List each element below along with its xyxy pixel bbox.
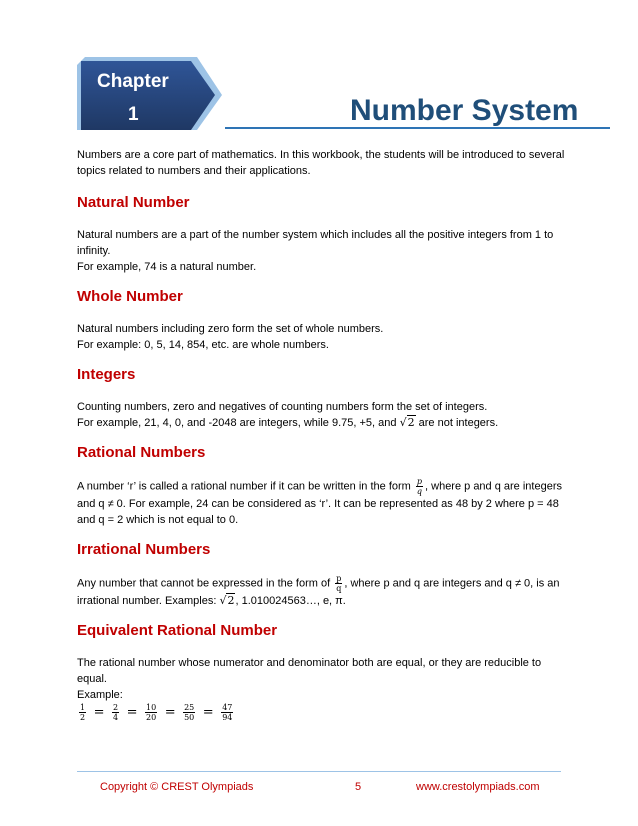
irrational-examples-tail: , 1.010024563…, e, π.	[235, 595, 346, 607]
fraction-numerator: p	[336, 574, 342, 583]
heading-equivalent-rational-number: Equivalent Rational Number	[77, 622, 278, 639]
irrational-examples-text: irrational number. Examples:	[77, 595, 217, 607]
fraction-p-over-q	[335, 574, 342, 593]
rational-definition	[77, 477, 567, 496]
integers-example	[77, 415, 567, 431]
equivalent-definition: The rational number whose numerator and denominator both are equal, or they are reducible to equal.	[77, 657, 542, 685]
fraction	[221, 703, 233, 722]
footer-divider	[77, 771, 561, 772]
fraction-denominator: 2	[80, 713, 86, 722]
equals-sign: =	[164, 704, 176, 720]
fraction-numerator: 25	[184, 703, 195, 712]
integers-example-tail: are not integers.	[418, 417, 499, 429]
fraction-denominator: q	[416, 487, 423, 496]
equals-sign: =	[202, 704, 214, 720]
fraction-denominator: q	[336, 584, 342, 593]
chapter-number: 1	[128, 104, 139, 125]
irrational-definition-tail: , where p and q are integers and q ≠ 0, is an	[344, 577, 560, 590]
example-label: Example:	[77, 689, 123, 701]
fraction-numerator: 1	[80, 703, 86, 712]
heading-rational-numbers: Rational Numbers	[77, 444, 206, 461]
fraction-denominator: 20	[146, 713, 157, 722]
fraction-numerator: 10	[146, 703, 157, 712]
integers-definition: Counting numbers, zero and negatives of counting numbers form the set of integers.	[77, 401, 488, 413]
sqrt-two	[400, 415, 416, 429]
whole-example: For example: 0, 5, 14, 854, etc. are whole numbers.	[77, 339, 329, 351]
natural-definition: Natural numbers are a part of the number system which includes all the positive integers from 1 to infinity.	[77, 229, 554, 257]
page-title: Number System	[350, 94, 579, 127]
footer-website-link[interactable]: www.crestolympiads.com	[416, 781, 540, 793]
fraction-denominator: 4	[113, 713, 119, 722]
fraction	[145, 703, 157, 722]
fraction-numerator: 47	[222, 703, 233, 712]
irrational-definition	[77, 574, 567, 593]
fraction-denominator: 50	[184, 713, 195, 722]
rational-example: and q ≠ 0. For example, 24 can be considered as ‘r’. It can be represented as 48 by 2 where p = 48 and q = 2 which is not equal to 0.	[77, 498, 559, 526]
title-underline	[225, 127, 610, 129]
chapter-label: Chapter	[97, 71, 169, 92]
irrational-examples	[77, 593, 567, 609]
equals-sign: =	[93, 704, 105, 720]
sqrt-symbol: √	[219, 594, 227, 607]
integers-example-text: For example, 21, 4, 0, and -2048 are integers, while 9.75, +5, and	[77, 417, 397, 429]
equals-sign: =	[126, 704, 138, 720]
heading-whole-number: Whole Number	[77, 288, 183, 305]
fraction	[183, 703, 195, 722]
rational-definition-tail: , where p and q are integers	[425, 480, 562, 493]
fraction-numerator: 2	[113, 703, 119, 712]
heading-natural-number: Natural Number	[77, 194, 190, 211]
rational-definition-text: A number ‘r’ is called a rational number if it can be written in the form	[77, 480, 411, 493]
footer-copyright: Copyright © CREST Olympiads	[100, 781, 254, 793]
whole-definition: Natural numbers including zero form the set of whole numbers.	[77, 323, 384, 335]
natural-example: For example, 74 is a natural number.	[77, 261, 257, 273]
fraction	[112, 703, 119, 722]
heading-irrational-numbers: Irrational Numbers	[77, 541, 211, 558]
sqrt-symbol: √	[399, 416, 407, 429]
sqrt-radicand: 2	[227, 594, 235, 607]
fraction	[79, 703, 86, 722]
sqrt-two	[219, 593, 235, 607]
chapter-badge	[77, 57, 222, 130]
fraction-numerator: p	[416, 477, 423, 486]
irrational-definition-text: Any number that cannot be expressed in the form of	[77, 577, 331, 590]
fraction-denominator: 94	[222, 713, 233, 722]
intro-paragraph: Numbers are a core part of mathematics. In this workbook, the students will be introduced to several topics related to numbers and their applications.	[77, 149, 565, 177]
heading-integers: Integers	[77, 366, 136, 383]
fraction-p-over-q	[416, 477, 423, 496]
document-body	[77, 147, 567, 722]
footer-page-number: 5	[355, 781, 362, 793]
equivalent-fractions	[77, 703, 567, 722]
sqrt-radicand: 2	[407, 416, 415, 429]
chapter-badge-shape	[77, 57, 222, 130]
